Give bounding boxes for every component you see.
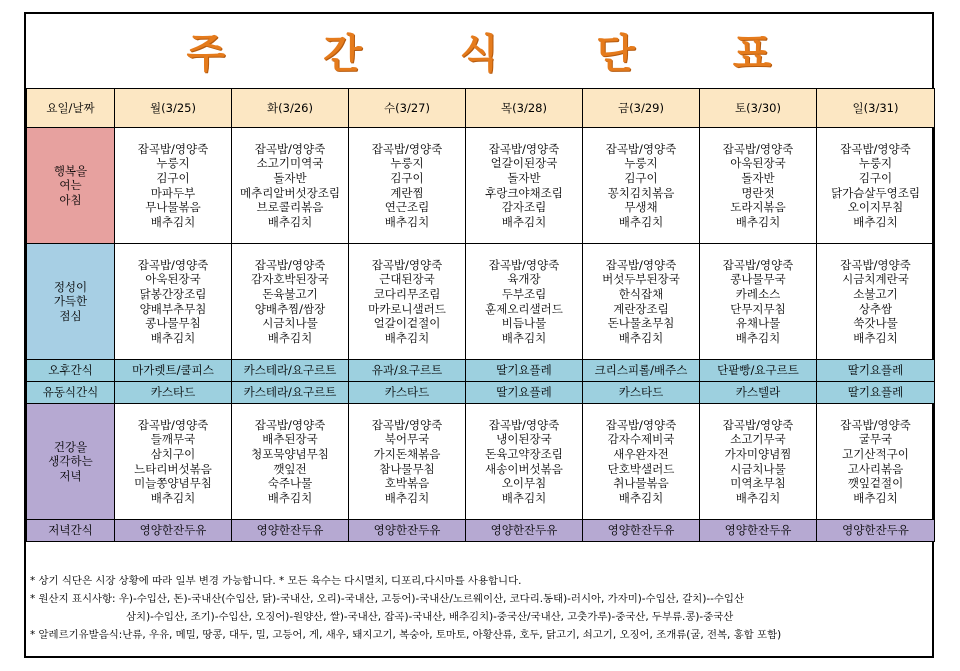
lunch-cell: [817, 244, 935, 360]
fluid-snack-cell: 카스타드: [349, 382, 466, 404]
dinner-label-line: 저녁: [59, 468, 82, 483]
footnote-line: * 알레르기유발음식:난류, 우유, 메밀, 땅콩, 대두, 밀, 고등어, 게, 새우, 돼지고기, 복숭아, 토마토, 아황산류, 호두, 닭고기, 쇠고기, 오징어, 조개류(굴, 전복, 홍합 포함): [30, 629, 782, 641]
fluid-snack-cell: 카스타드: [583, 382, 700, 404]
afternoon-snack-cell: 크리스피롤/배주스: [583, 360, 700, 382]
menu-item: 깻잎겉절이: [847, 476, 904, 491]
breakfast-cell: [583, 128, 700, 244]
fluid-snack-row: [27, 382, 935, 404]
menu-item: 배추김치: [501, 214, 547, 229]
header-label: 요일/날짜: [27, 89, 115, 128]
header-day-sun: 일(3/31): [817, 89, 935, 128]
header-day-mon: 월(3/25): [115, 89, 232, 128]
evening-snack-cell: 영양한잔두유: [232, 520, 349, 542]
header-row: [27, 89, 935, 128]
menu-item: 시금치나물: [730, 461, 786, 476]
breakfast-cell: [232, 128, 349, 244]
menu-item: 돌자반: [741, 170, 775, 185]
menu-item: 호박볶음: [384, 476, 430, 491]
menu-item: 두부조림: [501, 286, 547, 301]
menu-item: 배추김치: [267, 490, 313, 505]
menu-item: 시금치계란국: [842, 272, 909, 287]
menu-item: 배추김치: [735, 214, 781, 229]
menu-item: 배추김치: [384, 490, 430, 505]
menu-item: 배추김치: [501, 330, 547, 345]
menu-item: 양배부추무침: [139, 301, 207, 316]
menu-item: 고기산적구이: [842, 446, 909, 461]
evening-snack-cell: 영양한잔두유: [349, 520, 466, 542]
fluid-snack-cell: 딸기요플레: [817, 382, 935, 404]
menu-item: 닭가슴살두영조림: [831, 185, 920, 200]
menu-item: 상추쌈: [858, 301, 893, 316]
menu-item: 누룽지: [390, 156, 424, 171]
menu-item: 시금치나물: [262, 316, 318, 331]
menu-item: 배추김치: [501, 490, 547, 505]
breakfast-cell: [817, 128, 935, 244]
menu-item: 고사리볶음: [847, 461, 904, 476]
menu-item: 김구이: [156, 170, 190, 185]
menu-item: 잡곡밥/영양죽: [488, 141, 560, 156]
menu-item: 잡곡밥/영양죽: [840, 141, 911, 156]
menu-item: 배추김치: [853, 490, 898, 505]
header-day-wed: 수(3/27): [349, 89, 466, 128]
menu-item: 가지돈채볶음: [373, 446, 441, 461]
menu-item: 오이지무침: [847, 200, 904, 215]
menu-item: 계란장조림: [613, 301, 669, 316]
menu-item: 소고기미역국: [256, 156, 324, 171]
menu-item: 김구이: [624, 170, 658, 185]
menu-item: 돌자반: [273, 170, 307, 185]
menu-item: 소불고기: [853, 286, 898, 301]
breakfast-label: [27, 128, 115, 244]
fluid-snack-label: 유동식간식: [27, 382, 115, 404]
menu-item: 계란찜: [390, 185, 424, 200]
header-day-sat: 토(3/30): [700, 89, 817, 128]
menu-item: 누룽지: [156, 156, 190, 171]
evening-snack-cell: 영양한잔두유: [466, 520, 583, 542]
menu-item: 미역초무침: [730, 476, 786, 491]
menu-table: [26, 88, 935, 542]
menu-item: 마파두부: [150, 185, 196, 200]
dinner-row: [27, 404, 935, 520]
footnote-line: * 원산지 표시사항: 우)-수입산, 돈)-국내산(수입산, 닭)-국내산, 오리)-국내산, 고등어)-국내산/노르웨이산, 코다리.동태)-러시아, 가자미)-수입산, 갈치)--수입산: [30, 593, 745, 605]
menu-item: 돌자반: [507, 170, 541, 185]
menu-item: 잡곡밥/영양죽: [371, 257, 443, 272]
lunch-label-line: 정성이: [53, 279, 88, 294]
lunch-cell: [349, 244, 466, 360]
footnotes: [30, 572, 930, 644]
menu-item: 잡곡밥/영양죽: [488, 417, 560, 432]
lunch-label-line: 점심: [59, 308, 82, 323]
evening-snack-cell: 영양한잔두유: [700, 520, 817, 542]
lunch-cell: [583, 244, 700, 360]
fluid-snack-cell: 카스타드: [115, 382, 232, 404]
menu-item: 감자호박된장국: [251, 272, 329, 287]
menu-item: 미늘쫑양념무침: [134, 476, 212, 491]
evening-snack-label: 저녁간식: [27, 520, 115, 542]
menu-item: 비듬나물: [501, 316, 547, 331]
menu-item: 카레소스: [735, 286, 781, 301]
menu-item: 배추김치: [735, 330, 781, 345]
afternoon-snack-cell: 마가렛트/쿨피스: [115, 360, 232, 382]
lunch-cell: [115, 244, 232, 360]
header-day-tue: 화(3/26): [232, 89, 349, 128]
evening-snack-row: [27, 520, 935, 542]
menu-item: 청포묵양념무침: [251, 446, 329, 461]
header-day-fri: 금(3/29): [583, 89, 700, 128]
menu-item: 배추김치: [267, 214, 313, 229]
page-title-container: [26, 14, 932, 86]
dinner-cell: [349, 404, 466, 520]
menu-item: 잡곡밥/영양죽: [605, 257, 677, 272]
breakfast-label-line: 여는: [59, 178, 82, 193]
menu-item: 새송이버섯볶음: [485, 461, 563, 476]
dinner-cell: [583, 404, 700, 520]
menu-item: 배추김치: [618, 214, 664, 229]
menu-item: 무나물볶음: [145, 200, 201, 215]
menu-item: 누룽지: [858, 156, 893, 171]
menu-item: 누룽지: [624, 156, 658, 171]
menu-item: 배추김치: [267, 330, 313, 345]
menu-item: 잡곡밥/영양죽: [137, 257, 209, 272]
menu-item: 브로콜리볶음: [256, 200, 324, 215]
afternoon-snack-cell: 카스테라/요구르트: [232, 360, 349, 382]
weekly-menu-sheet: [24, 12, 934, 658]
afternoon-snack-cell: 딸기요플레: [817, 360, 935, 382]
menu-item: 명란젓: [741, 185, 775, 200]
dinner-cell: [466, 404, 583, 520]
dinner-cell: [232, 404, 349, 520]
dinner-label-line: 생각하는: [48, 454, 93, 469]
evening-snack-cell: 영양한잔두유: [115, 520, 232, 542]
menu-item: 김구이: [858, 170, 893, 185]
dinner-cell: [700, 404, 817, 520]
breakfast-cell: [115, 128, 232, 244]
header-day-thu: 목(3/28): [466, 89, 583, 128]
menu-item: 잡곡밥/영양죽: [722, 257, 794, 272]
menu-item: 배추김치: [384, 330, 430, 345]
dinner-cell: [817, 404, 935, 520]
menu-item: 잡곡밥/영양죽: [840, 417, 911, 432]
menu-item: 배추김치: [853, 214, 898, 229]
menu-item: 배추김치: [150, 214, 196, 229]
menu-item: 잡곡밥/영양죽: [840, 257, 911, 272]
menu-item: 버섯두부된장국: [602, 272, 680, 287]
menu-item: 연근조림: [384, 200, 430, 215]
breakfast-row: [27, 128, 935, 244]
fluid-snack-cell: 카스텔라: [700, 382, 817, 404]
menu-item: 배추김치: [853, 330, 898, 345]
footnote-line: 삼치)-수입산, 조기)-수입산, 오징어)-원양산, 쌀)-국내산, 잡곡)-국내산, 배추김치)-중국산/국내산, 고춧가루)-중국산, 두부류.콩)-중국산: [126, 611, 734, 623]
menu-item: 굴무국: [858, 432, 893, 447]
evening-snack-cell: 영양한잔두유: [817, 520, 935, 542]
menu-item: 잡곡밥/영양죽: [371, 417, 443, 432]
menu-item: 잡곡밥/영양죽: [722, 141, 794, 156]
breakfast-cell: [349, 128, 466, 244]
menu-item: 북어무국: [384, 432, 430, 447]
menu-item: 참나물무침: [379, 461, 435, 476]
menu-item: 오이무침: [501, 476, 547, 491]
menu-item: 취나물볶음: [613, 476, 669, 491]
breakfast-cell: [700, 128, 817, 244]
afternoon-snack-cell: 딸기요플레: [466, 360, 583, 382]
menu-item: 아욱된장국: [730, 156, 786, 171]
menu-item: 돈나물초무침: [607, 316, 675, 331]
footnote-line: * 상기 식단은 시장 상황에 따라 일부 변경 가능합니다. * 모든 육수는 다시멸치, 디포리,다시마를 사용합니다.: [30, 575, 522, 587]
lunch-row: [27, 244, 935, 360]
lunch-label-line: 가득한: [53, 294, 88, 309]
menu-item: 잡곡밥/영양죽: [254, 417, 326, 432]
fluid-snack-cell: 딸기요플레: [466, 382, 583, 404]
menu-item: 단무지무침: [730, 301, 786, 316]
afternoon-snack-row: [27, 360, 935, 382]
menu-item: 깻잎전: [273, 461, 307, 476]
menu-item: 가자미양념찜: [724, 446, 792, 461]
menu-item: 유채나물: [735, 316, 781, 331]
menu-item: 새우완자전: [613, 446, 669, 461]
menu-item: 배추된장국: [262, 432, 318, 447]
menu-item: 잡곡밥/영양죽: [254, 257, 326, 272]
menu-item: 돈육고약장조림: [485, 446, 563, 461]
afternoon-snack-cell: 유과/요구르트: [349, 360, 466, 382]
menu-item: 소고기무국: [730, 432, 786, 447]
menu-item: 잡곡밥/영양죽: [605, 417, 677, 432]
menu-item: 훈제오리샐러드: [485, 301, 563, 316]
menu-item: 돈육불고기: [262, 286, 318, 301]
menu-item: 잡곡밥/영양죽: [371, 141, 443, 156]
afternoon-snack-label: 오후간식: [27, 360, 115, 382]
dinner-label: [27, 404, 115, 520]
menu-item: 잡곡밥/영양죽: [722, 417, 794, 432]
dinner-cell: [115, 404, 232, 520]
menu-item: 쑥갓나물: [853, 316, 898, 331]
menu-item: 육개장: [507, 272, 541, 287]
lunch-label: [27, 244, 115, 360]
lunch-cell: [700, 244, 817, 360]
menu-item: 삼치구이: [150, 446, 196, 461]
menu-item: 배추김치: [150, 490, 196, 505]
lunch-cell: [232, 244, 349, 360]
menu-item: 배추김치: [618, 330, 664, 345]
menu-item: 잡곡밥/영양죽: [605, 141, 677, 156]
menu-item: 김구이: [390, 170, 424, 185]
dinner-label-line: 건강을: [53, 439, 88, 454]
menu-item: 근대된장국: [379, 272, 435, 287]
menu-item: 잡곡밥/영양죽: [488, 257, 560, 272]
menu-item: 느타리버섯볶음: [134, 461, 212, 476]
menu-item: 단호박샐러드: [607, 461, 675, 476]
breakfast-label-line: 아침: [59, 192, 82, 207]
menu-item: 닭봉간장조림: [139, 286, 207, 301]
menu-item: 들깨무국: [150, 432, 196, 447]
menu-item: 얼갈이겉절이: [373, 316, 441, 331]
menu-item: 메추리알버섯장조림: [240, 185, 340, 200]
menu-item: 잡곡밥/영양죽: [254, 141, 326, 156]
menu-item: 콩나물무침: [145, 316, 201, 331]
menu-item: 배추김치: [150, 330, 196, 345]
breakfast-cell: [466, 128, 583, 244]
page-title: 주 간 식 단 표: [186, 30, 814, 77]
fluid-snack-cell: 카스테라/요구르트: [232, 382, 349, 404]
menu-item: 감자조림: [501, 200, 547, 215]
menu-item: 배추김치: [618, 490, 664, 505]
menu-item: 잡곡밥/영양죽: [137, 141, 209, 156]
afternoon-snack-cell: 단팥빵/요구르트: [700, 360, 817, 382]
menu-item: 배추김치: [384, 214, 430, 229]
menu-item: 잡곡밥/영양죽: [137, 417, 209, 432]
menu-item: 감자수제비국: [607, 432, 675, 447]
menu-item: 숙주나물: [267, 476, 313, 491]
menu-item: 냉이된장국: [496, 432, 552, 447]
evening-snack-cell: 영양한잔두유: [583, 520, 700, 542]
menu-item: 코다리무조림: [373, 286, 441, 301]
lunch-cell: [466, 244, 583, 360]
menu-item: 양배추찜/쌈장: [254, 301, 326, 316]
menu-item: 무생채: [624, 200, 658, 215]
menu-item: 배추김치: [735, 490, 781, 505]
menu-item: 얼갈이된장국: [490, 156, 558, 171]
menu-item: 콩나물무국: [730, 272, 786, 287]
menu-item: 도라지볶음: [730, 200, 786, 215]
menu-item: 마카로니샐러드: [368, 301, 446, 316]
menu-item: 후랑크야채조림: [485, 185, 563, 200]
menu-item: 아욱된장국: [145, 272, 201, 287]
breakfast-label-line: 행복을: [53, 163, 88, 178]
menu-item: 한식잡채: [618, 286, 664, 301]
menu-item: 꽁치김치볶음: [607, 185, 675, 200]
